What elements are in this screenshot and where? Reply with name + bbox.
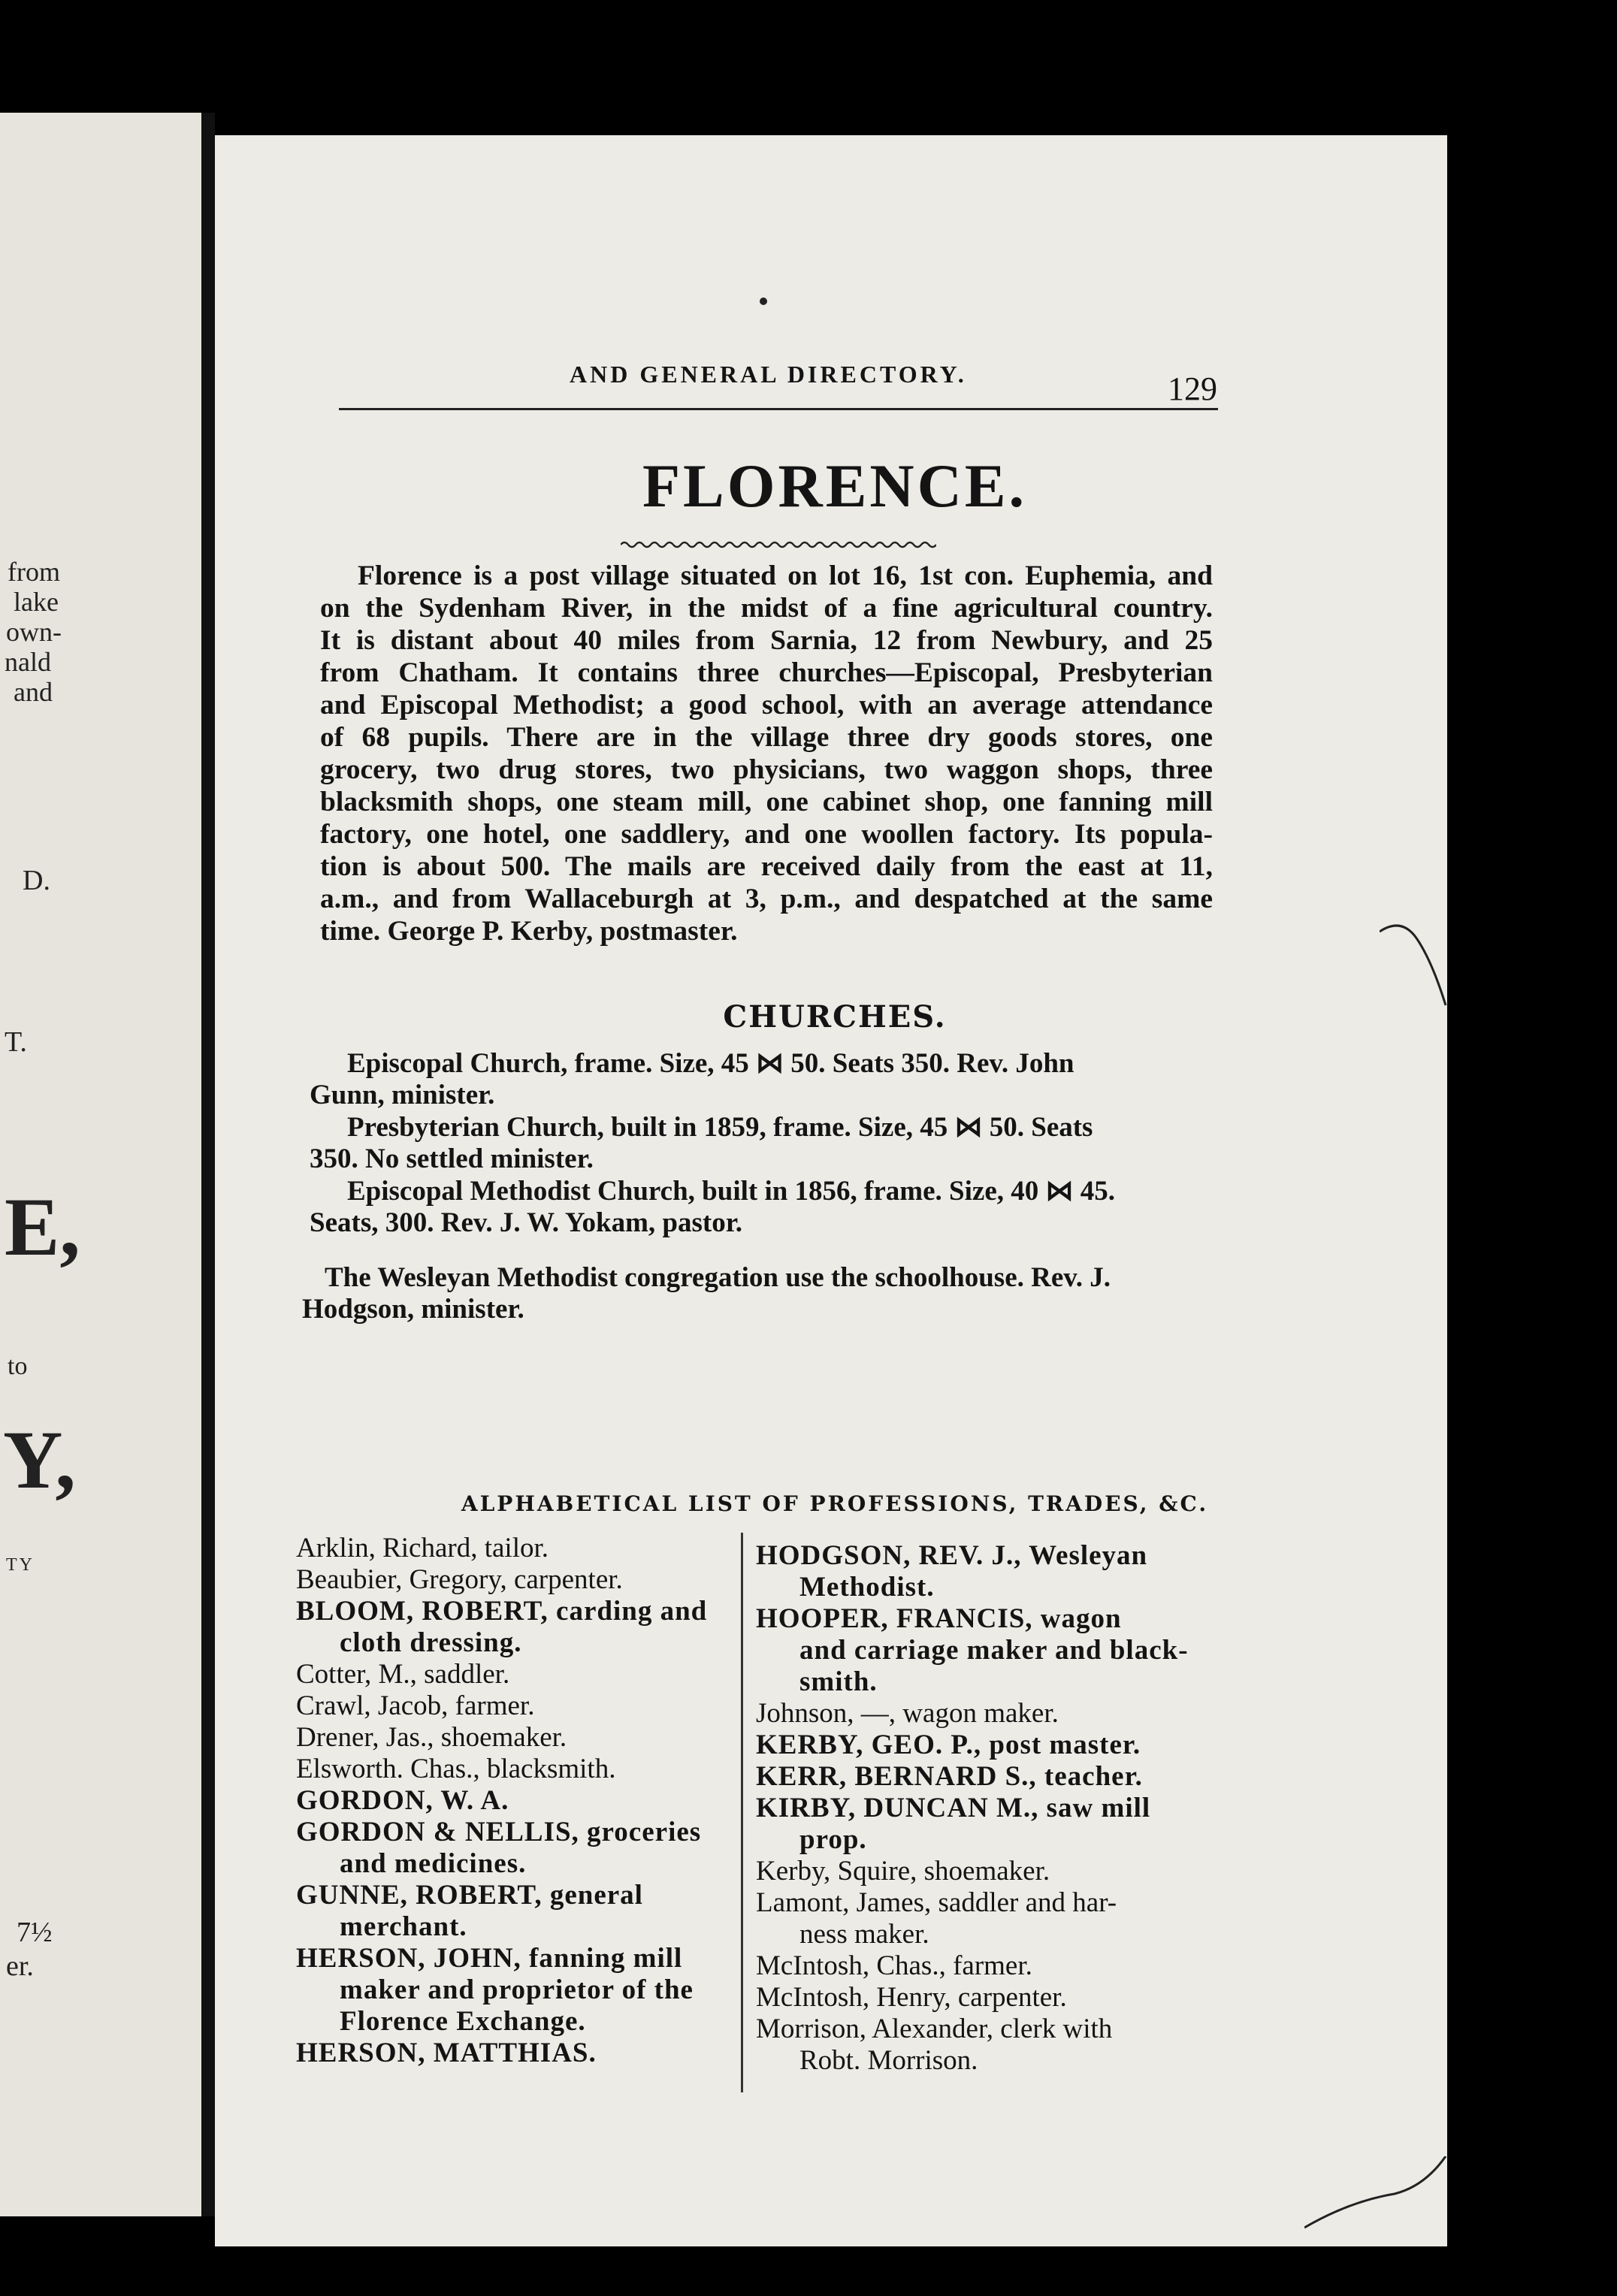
text-line: Arklin, Richard, tailor. — [296, 1533, 549, 1563]
running-head: AND GENERAL DIRECTORY. — [570, 361, 967, 388]
page-number: 129 — [1168, 370, 1217, 407]
facing-page-text: er. — [6, 1950, 34, 1982]
list-item — [756, 1761, 1222, 1793]
text-line: ness maker. — [799, 1919, 929, 1950]
text-line: Kerby, Squire, shoemaker. — [756, 1856, 1050, 1887]
list-item — [296, 1564, 747, 1596]
list-item — [756, 1730, 1222, 1761]
list-item — [756, 1856, 1222, 1887]
church-entry — [310, 1048, 1211, 1111]
text-line: HODGSON, REV. J., Wesleyan — [756, 1540, 1148, 1571]
directory-column-left — [296, 1533, 747, 2069]
facing-page-text: lake — [14, 587, 59, 617]
facing-page-text: E, — [5, 1181, 80, 1273]
text-line: Morrison, Alexander, clerk with — [756, 2014, 1113, 2044]
text-line: blacksmith shops, one steam mill, one cabinet shop, one fanning mill — [320, 787, 1213, 817]
list-item — [296, 1943, 747, 2038]
church-entry — [302, 1262, 1204, 1325]
ink-dot — [760, 298, 767, 305]
list-item — [296, 1785, 747, 1817]
text-line: a.m., and from Wallaceburgh at 3, p.m., and despatched at the same — [320, 884, 1213, 914]
list-item — [756, 1540, 1222, 1603]
text-line: GORDON, W. A. — [296, 1785, 509, 1816]
text-line: tion is about 500. The mails are received daily from the east at 11, — [320, 851, 1213, 882]
list-item — [296, 1817, 747, 1880]
text-line: Crawl, Jacob, farmer. — [296, 1690, 535, 1721]
page-gutter — [201, 113, 215, 2216]
list-item — [756, 2014, 1222, 2077]
text-line: Episcopal Methodist Church, built in 1856, frame. Size, 40 ⋈ 45. — [347, 1176, 1115, 1207]
text-line: Florence is a post village situated on lot 16, 1st con. Euphemia, and — [358, 560, 1213, 591]
facing-page-text: 7½ — [17, 1917, 53, 1948]
facing-page-text: from — [8, 557, 60, 587]
text-line: KERBY, GEO. P., post master. — [756, 1730, 1141, 1760]
text-line: and medicines. — [340, 1848, 527, 1879]
list-item — [756, 1887, 1222, 1950]
text-line: Cotter, M., saddler. — [296, 1659, 510, 1690]
text-line: Elsworth. Chas., blacksmith. — [296, 1754, 616, 1784]
text-line: merchant. — [340, 1911, 467, 1942]
facing-page-text: D. — [23, 865, 50, 896]
text-line: and Episcopal Methodist; a good school, with an average attendance — [320, 690, 1213, 721]
header-rule — [339, 408, 1218, 410]
text-line: factory, one hotel, one saddlery, and one woollen factory. Its popula- — [320, 819, 1213, 850]
directory-column-right — [756, 1540, 1222, 2077]
list-item — [296, 1596, 747, 1659]
text-line: GUNNE, ROBERT, general — [296, 1880, 643, 1911]
text-line: GORDON & NELLIS, groceries — [296, 1817, 702, 1847]
text-line: and carriage maker and black- — [799, 1635, 1189, 1666]
list-heading: ALPHABETICAL LIST OF PROFESSIONS, TRADES, &C. — [461, 1491, 1209, 1516]
text-line: McIntosh, Chas., farmer. — [756, 1950, 1032, 1981]
text-line: It is distant about 40 miles from Sarnia, 12 from Newbury, and 25 — [320, 625, 1213, 656]
text-line: Hodgson, minister. — [302, 1294, 524, 1325]
margin-scribble — [1380, 917, 1447, 1007]
list-item — [756, 1982, 1222, 2014]
facing-page-text: own- — [6, 617, 62, 647]
intro-paragraph — [320, 560, 1213, 947]
directory-page — [215, 135, 1447, 2246]
list-item — [296, 1659, 747, 1690]
text-line: Johnson, —, wagon maker. — [756, 1698, 1059, 1729]
facing-page-fragment — [0, 113, 201, 2216]
text-line: HERSON, MATTHIAS. — [296, 2038, 597, 2068]
facing-page-text: TY — [6, 1555, 35, 1575]
text-line: Drener, Jas., shoemaker. — [296, 1722, 567, 1753]
text-line: maker and proprietor of the — [340, 1974, 694, 2005]
facing-page-text: and — [14, 677, 53, 707]
text-line: time. George P. Kerby, postmaster. — [320, 916, 738, 947]
church-entry — [310, 1176, 1211, 1239]
facing-page-text: to — [8, 1352, 28, 1380]
facing-page-text: nald — [5, 647, 51, 677]
list-item — [296, 1722, 747, 1754]
ornamental-rule — [621, 537, 936, 552]
church-entry — [310, 1112, 1211, 1175]
text-line: Episcopal Church, frame. Size, 45 ⋈ 50. Seats 350. Rev. John — [347, 1048, 1074, 1079]
text-line: Gunn, minister. — [310, 1080, 495, 1110]
list-item — [296, 1880, 747, 1943]
column-divider — [741, 1533, 743, 2092]
text-line: grocery, two drug stores, two physicians, two waggon shops, three — [320, 754, 1213, 785]
list-item — [756, 1793, 1222, 1856]
list-item — [756, 1950, 1222, 1982]
page-title: FLORENCE. — [642, 452, 1028, 520]
list-item — [296, 1533, 747, 1564]
margin-scribble — [1304, 2156, 1447, 2231]
text-line: Presbyterian Church, built in 1859, frame. Size, 45 ⋈ 50. Seats — [347, 1112, 1093, 1143]
text-line: McIntosh, Henry, carpenter. — [756, 1982, 1067, 2013]
text-line: Lamont, James, saddler and har- — [756, 1887, 1117, 1918]
text-line: Robt. Morrison. — [799, 2045, 978, 2076]
list-item — [756, 1698, 1222, 1730]
list-item — [296, 2038, 747, 2069]
text-line: Florence Exchange. — [340, 2006, 586, 2037]
text-line: on the Sydenham River, in the midst of a fine agricultural country. — [320, 593, 1213, 624]
facing-page-text: T. — [5, 1026, 27, 1058]
text-line: HERSON, JOHN, fanning mill — [296, 1943, 683, 1974]
text-line: Beaubier, Gregory, carpenter. — [296, 1564, 623, 1595]
text-line: from Chatham. It contains three churches—Episcopal, Presbyterian — [320, 657, 1213, 688]
text-line: of 68 pupils. There are in the village three dry goods stores, one — [320, 722, 1213, 753]
text-line: 350. No settled minister. — [310, 1143, 594, 1174]
text-line: KERR, BERNARD S., teacher. — [756, 1761, 1143, 1792]
text-line: Methodist. — [799, 1572, 935, 1603]
list-item — [296, 1754, 747, 1785]
text-line: smith. — [799, 1666, 878, 1697]
churches-heading: CHURCHES. — [723, 999, 947, 1035]
text-line: KIRBY, DUNCAN M., saw mill — [756, 1793, 1151, 1823]
text-line: The Wesleyan Methodist congregation use the schoolhouse. Rev. J. — [325, 1262, 1111, 1293]
text-line: Seats, 300. Rev. J. W. Yokam, pastor. — [310, 1207, 742, 1238]
list-item — [756, 1603, 1222, 1698]
text-line: prop. — [799, 1824, 867, 1855]
text-line: HOOPER, FRANCIS, wagon — [756, 1603, 1122, 1634]
text-line: cloth dressing. — [340, 1627, 522, 1658]
facing-page-text: Y, — [3, 1414, 76, 1506]
text-line: BLOOM, ROBERT, carding and — [296, 1596, 708, 1627]
list-item — [296, 1690, 747, 1722]
